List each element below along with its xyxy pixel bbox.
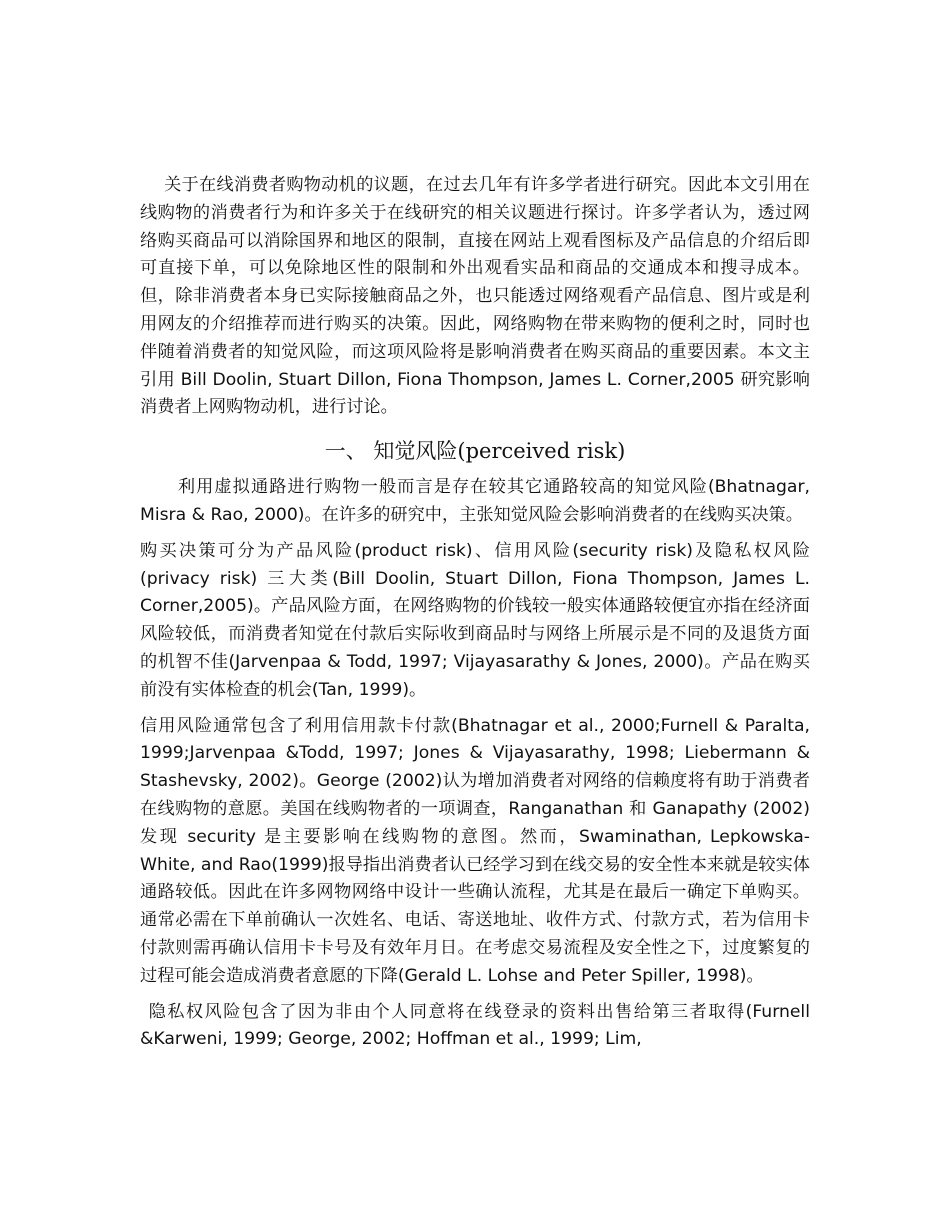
paragraph-security-risk: 信用风险通常包含了利用信用款卡付款(Bhatnagar et al., 2000;Furnell & Paralta, 1999;Jarvenpaa &Todd, 1997; Jones & Vijayasarathy, 1998; Liebermann & Stashevsky, 2002)。George (2002)认为增加消费者对网络的信赖度将有助于消费者在线购物的意愿。美国在线购物者的一项调查，Ranganathan 和 Ganapathy (2002)发现 security 是主要影响在线购物的意图。然而，Swaminathan, Lepkowska-White, and Rao(1999)报导指出消费者认已经学习到在线交易的安全性本来就是较实体通路较低。因此在许多网物网络中设计一些确认流程，尤其是在最后一确定下单购买。通常必需在下单前确认一次姓名、电话、寄送地址、收件方式、付款方式，若为信用卡付款则需再确认信用卡卡号及有效年月日。在考虑交易流程及安全性之下，过度繁复的过程可能会造成消费者意愿的下降(Gerald L. Lohse and Peter Spiller, 1998)。 [140, 715, 810, 986]
paragraph-intro: 关于在线消费者购物动机的议题，在过去几年有许多学者进行研究。因此本文引用在线购物的消费者行为和许多关于在线研究的相关议题进行探讨。许多学者认为，透过网络购买商品可以消除国界和地区的限制，直接在网站上观看图标及产品信息的介绍后即可直接下单，可以免除地区性的限制和外出观看实品和商品的交通成本和搜寻成本。但，除非消费者本身已实际接触商品之外，也只能透过网络观看产品信息、图片或是利用网友的介绍推荐而进行购买的决策。因此，网络购物在带来购物的便利之时，同时也伴随着消费者的知觉风险，而这项风险将是影响消费者在购买商品的重要因素。本文主引用 Bill Doolin, Stuart Dillon, Fiona Thompson, James L. Corner,2005 研究影响消费者上网购物动机，进行讨论。 [140, 175, 810, 418]
paragraph-perceived-risk: 利用虚拟通路进行购物一般而言是存在较其它通路较高的知觉风险(Bhatnagar, Misra & Rao, 2000)。在许多的研究中，主张知觉风险会影响消费者的在线购买决策。 [140, 477, 810, 525]
section-heading-perceived-risk: 一、 知觉风险(perceived risk) [324, 439, 626, 464]
paragraph-risk-types: 购买决策可分为产品风险(product risk)、信用风险(security risk)及隐私权风险(privacy risk) 三大类(Bill Doolin, Stuart Dillon, Fiona Thompson, James L. Corner,2005)。产品风险方面，在网络购物的价钱较一般实体通路较便宜亦指在经济面风险较低，而消费者知觉在付款后实际收到商品时与网络上所展示是不同的及退货方面的机智不佳(Jarvenpaa & Todd, 1997; Vijayasarathy & Jones, 2000)。产品在购买前没有实体检查的机会(Tan, 1999)。 [140, 540, 810, 700]
paragraph-privacy-risk: 隐私权风险包含了因为非由个人同意将在线登录的资料出售给第三者取得(Furnell &Karweni, 1999; George, 2002; Hoffman et al., 1999; Lim, [140, 1001, 810, 1050]
document-page [140, 172, 810, 1054]
